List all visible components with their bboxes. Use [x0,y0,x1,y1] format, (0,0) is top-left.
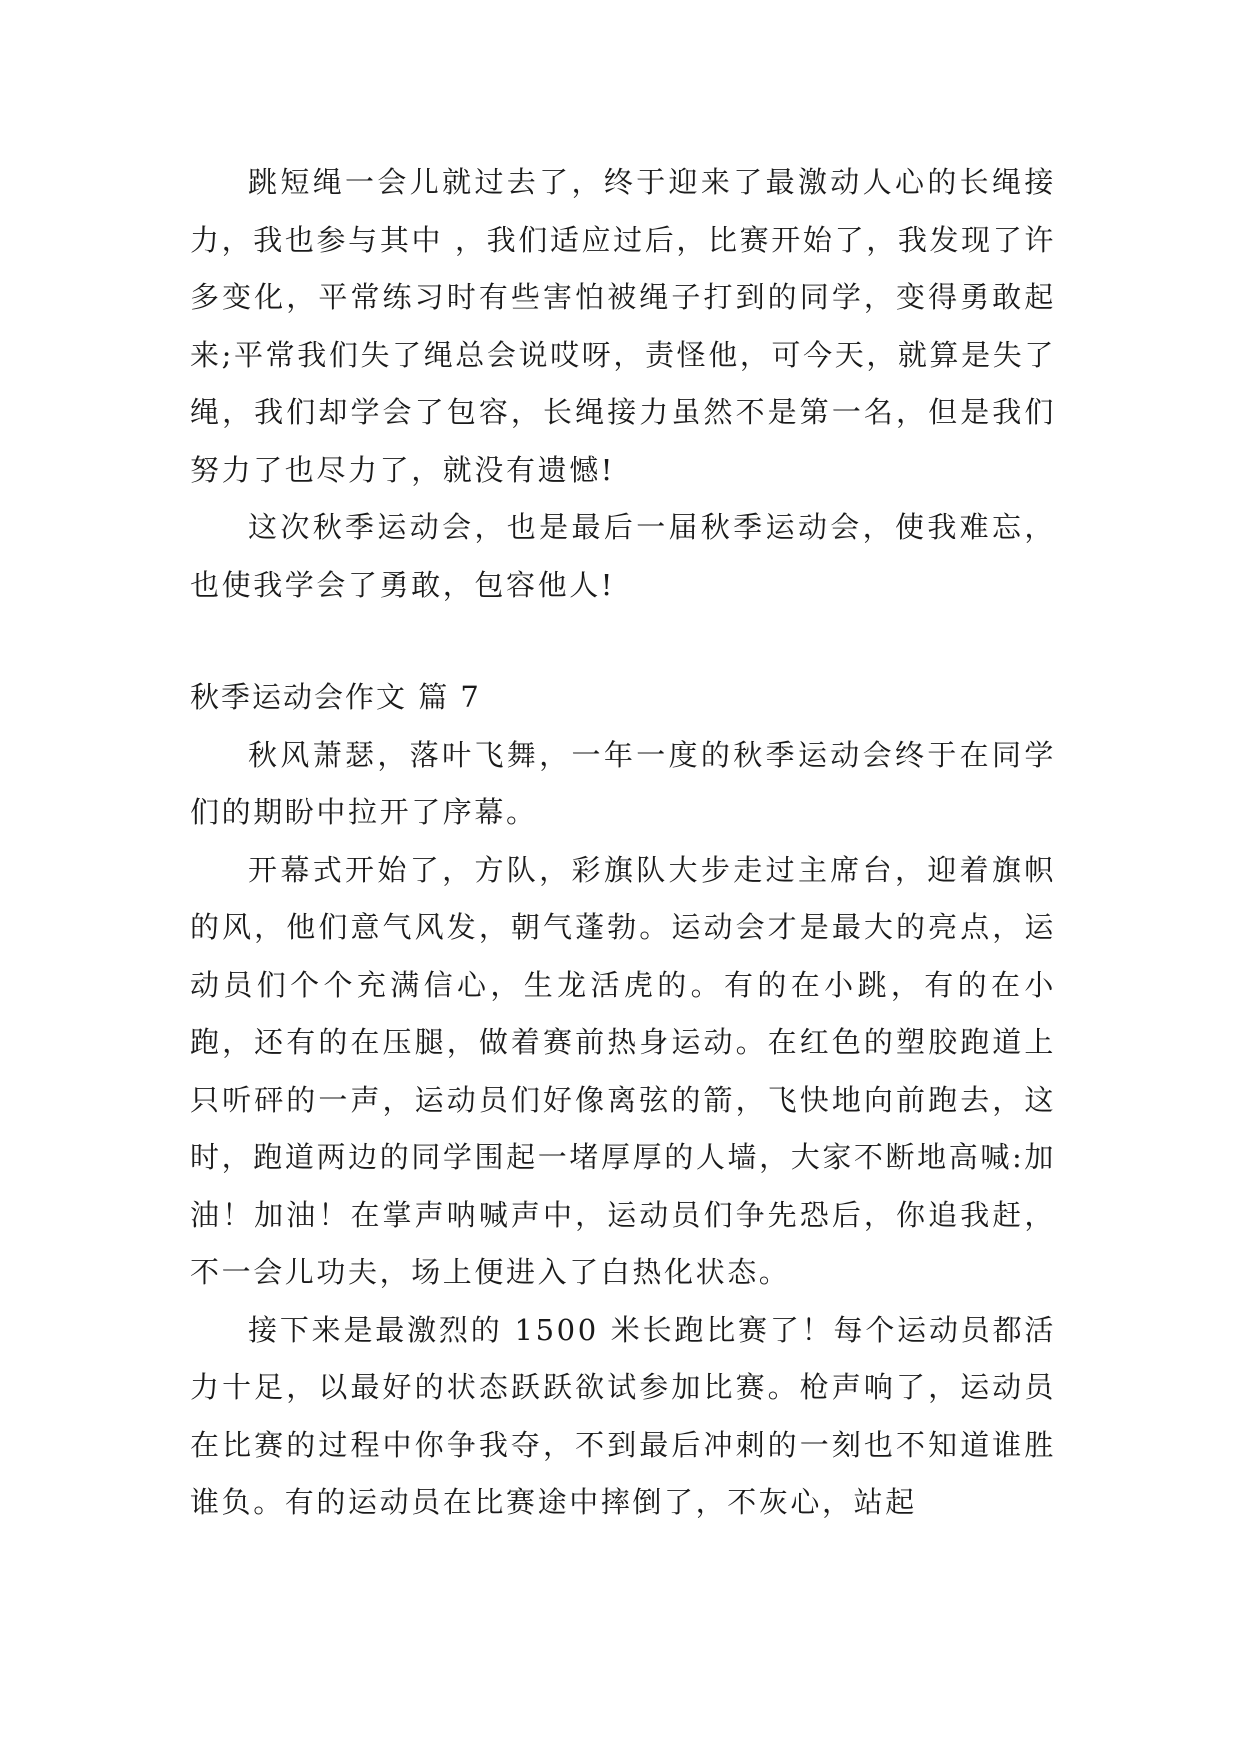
document-body [190,154,1056,1532]
paragraph-1500m-race: 接下来是最激烈的 1500 米长跑比赛了！每个运动员都活力十足，以最好的状态跃跃欲试参加比赛。枪声响了，运动员在比赛的过程中你争我夺，不到最后冲刺的一刻也不知道谁胜谁负。有的运动员在比赛途中摔倒了，不灰心，站起 [190,1312,1056,1519]
paragraph-opening-ceremony: 开幕式开始了，方队，彩旗队大步走过主席台，迎着旗帜的风，他们意气风发，朝气蓬勃。运动会才是最大的亮点，运动员们个个充满信心，生龙活虎的。有的在小跳，有的在小跑，还有的在压腿，做着赛前热身运动。在红色的塑胶跑道上只听砰的一声，运动员们好像离弦的箭，飞快地向前跑去，这时，跑道两边的同学围起一堵厚厚的人墙，大家不断地高喊:加油！加油！在掌声呐喊声中，运动员们争先恐后，你追我赶，不一会儿功夫，场上便进入了白热化状态。 [190,852,1056,1289]
section-heading: 秋季运动会作文 篇 7 [190,680,481,714]
paragraph-long-rope-relay: 跳短绳一会儿就过去了，终于迎来了最激动人心的长绳接力，我也参与其中 ，我们适应过后，比赛开始了，我发现了许多变化，平常练习时有些害怕被绳子打到的同学，变得勇敢起来;平常我们失了绳总会说哎呀，责怪他，可今天，就算是失了绳，我们却学会了包容，长绳接力虽然不是第一名，但是我们努力了也尽力了，就没有遗憾! [190,165,1056,487]
paragraph-autumn-games-summary: 这次秋季运动会，也是最后一届秋季运动会，使我难忘，也使我学会了勇敢，包容他人! [190,510,1056,602]
paragraph-opening: 秋风萧瑟，落叶飞舞，一年一度的秋季运动会终于在同学们的期盼中拉开了序幕。 [190,737,1056,829]
